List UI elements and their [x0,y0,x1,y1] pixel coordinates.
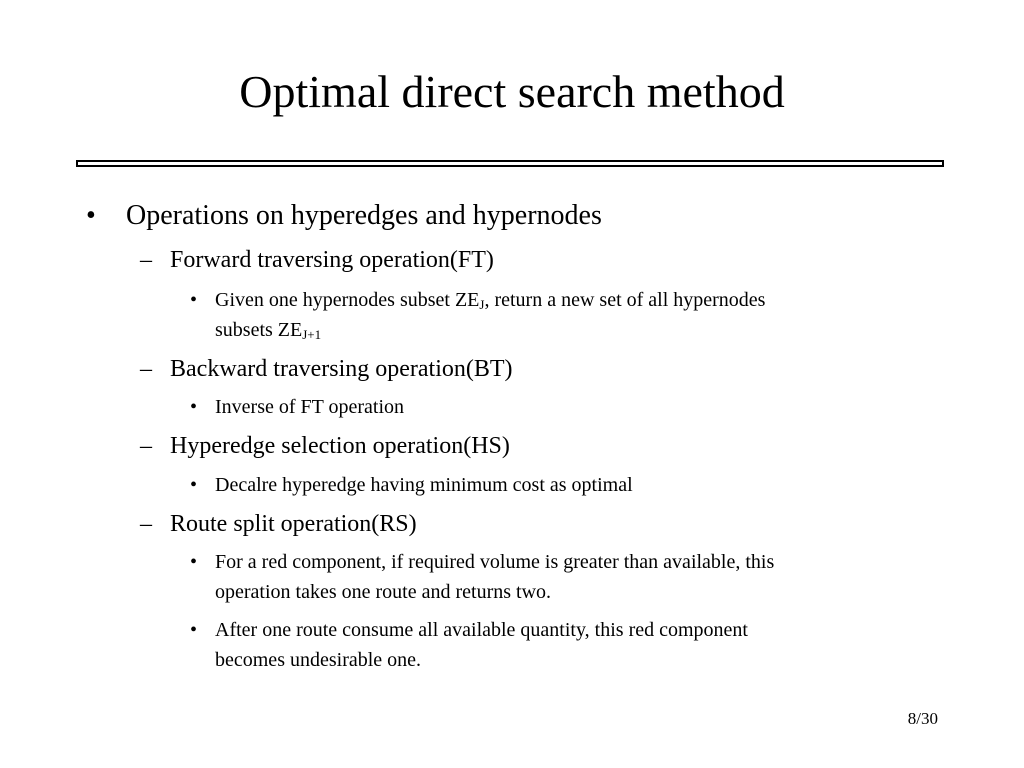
bullet-marker: • [190,474,198,496]
bullet-marker: • [190,619,198,641]
ft-subscript-j1: J+1 [302,327,322,342]
ft-detail-text-b: , return a new set of all hypernodes [484,289,766,311]
item-hyperedge-selection: Hyperedge selection operation(HS) [170,433,510,459]
rs-detail1-line1: For a red component, if required volume is greater than available, this [215,551,775,573]
hs-detail: Decalre hyperedge having minimum cost as optimal [215,474,633,496]
rs-detail2-line1: After one route consume all available quantity, this red component [215,619,748,641]
bullet-marker: • [190,551,198,573]
ft-detail-text-a: Given one hypernodes subset ZE [215,289,480,311]
bt-detail: Inverse of FT operation [215,396,405,418]
item-route-split: Route split operation(RS) [170,511,417,537]
ft-subscript-j: J [479,297,485,312]
dash-marker: – [140,356,152,382]
rs-detail2-line2: becomes undesirable one. [215,649,422,671]
rs-detail1-line2: operation takes one route and returns two. [215,581,552,603]
bullet-marker: • [190,396,198,418]
dash-marker: – [140,433,152,459]
bullet-operations: Operations on hyperedges and hypernodes [126,200,602,231]
bullet-marker: • [86,200,96,231]
ft-detail-line2 [215,318,321,342]
title-divider [76,160,944,167]
page-number: 8/30 [907,709,938,728]
ft-detail-line1 [215,288,765,312]
slide-title: Optimal direct search method [239,66,785,117]
bullet-marker: • [190,289,198,311]
dash-marker: – [140,511,152,537]
item-backward-traversing: Backward traversing operation(BT) [170,356,513,382]
ft-detail-text-c: subsets ZE [215,319,303,341]
item-forward-traversing: Forward traversing operation(FT) [170,247,494,273]
dash-marker: – [140,247,152,273]
